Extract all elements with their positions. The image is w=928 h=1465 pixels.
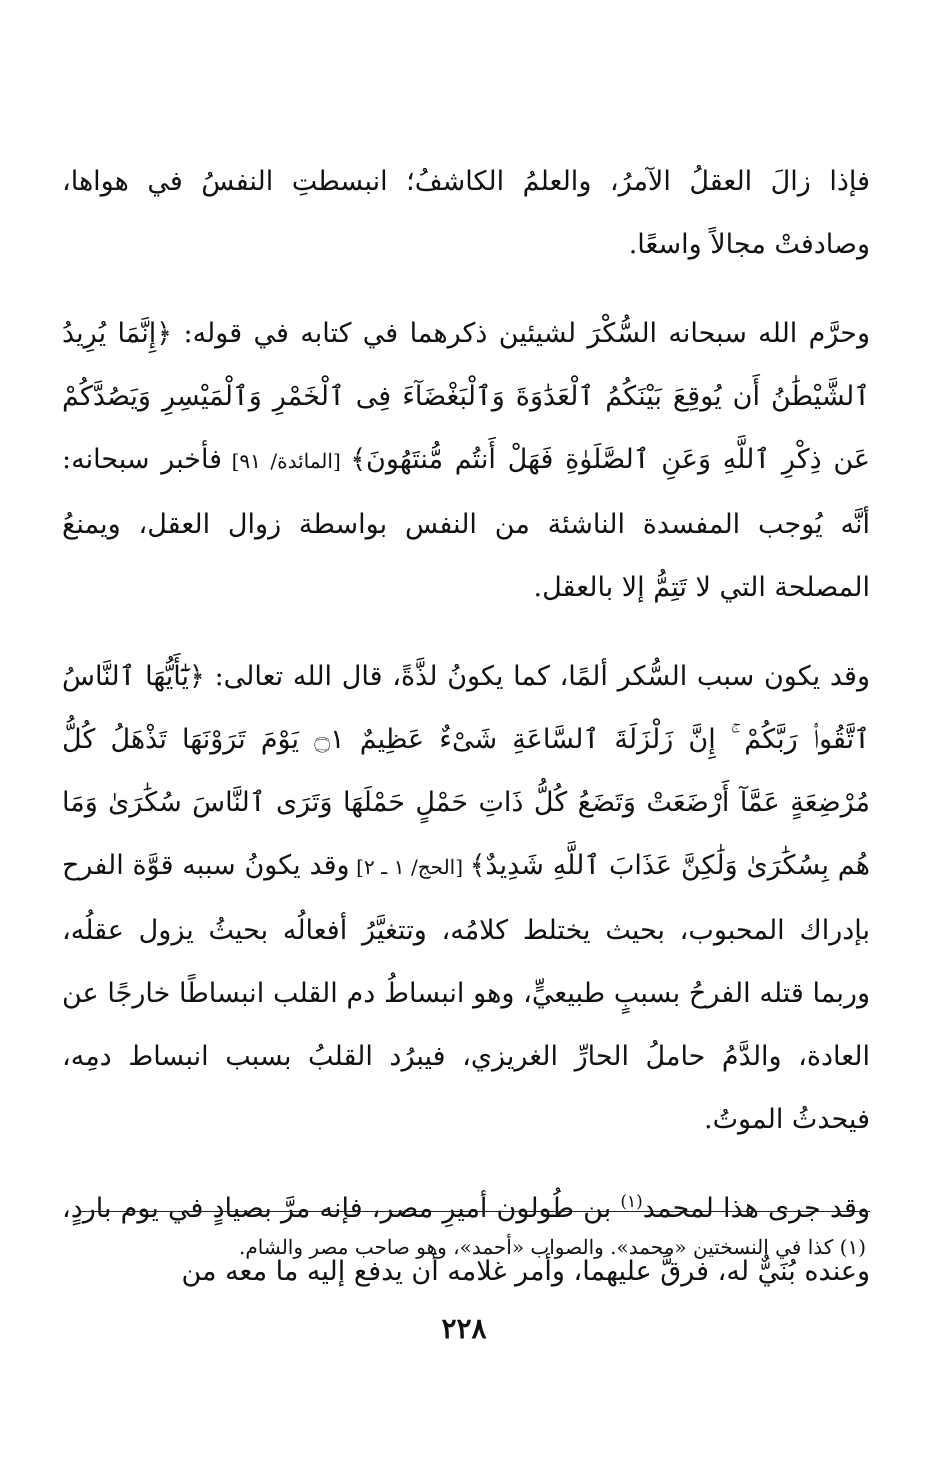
- quran-verse-hajj: ﴿يَٰٓأَيُّهَا ٱلنَّاسُ ٱتَّقُوا۟ رَبَّكُمْ ۚ إِنَّ زَلْزَلَةَ ٱلسَّاعَةِ شَىْءٌ عَظِيمٌ ۝١ يَوْمَ تَرَوْنَهَا تَذْهَلُ كُلُّ مُرْضِعَةٍ عَمَّآ أَرْضَعَتْ وَتَضَعُ كُلُّ ذَاتِ حَمْلٍ حَمْلَهَا وَتَرَى ٱلنَّاسَ سُكَٰرَىٰ وَمَا هُم بِسُكَٰرَىٰ وَلَٰكِنَّ عَذَابَ ٱللَّهِ شَدِيدٌ﴾: [62, 661, 870, 881]
- paragraph-2-intro: وحرَّم الله سبحانه السُّكْرَ لشيئين ذكرهما في كتابه في قوله:: [172, 318, 870, 349]
- paragraph-4-continuation: بن طُولون أميرِ مصر، فإنه مرَّ بصيادٍ في يوم باردٍ، وعنده بُنَيٌّ له، فرقَّ عليهما، وأمر غلامه أن يدفع إليه ما معه من: [62, 1193, 870, 1287]
- footnote-separator: [80, 1211, 870, 1212]
- paragraph-1: [62, 150, 870, 276]
- paragraph-1-text: فإذا زالَ العقلُ الآمرُ، والعلمُ الكاشفُ؛ انبسطتِ النفسُ في هواها، وصادفتْ مجالاً واسعًا.: [62, 166, 870, 260]
- page-body: [62, 150, 870, 1303]
- page-number: ٢٢٨: [441, 1312, 487, 1345]
- citation-maidah: [المائدة/ ٩١]: [222, 449, 351, 473]
- paragraph-3: [62, 645, 870, 1151]
- footnote-marker: (١): [620, 1192, 643, 1212]
- paragraph-2-continuation: فأخبر سبحانه: أنَّه يُوجب المفسدة الناشئة من النفس بواسطة زوال العقل، ويمنعُ المصلحة التي لا تَتِمُّ إلا بالعقل.: [62, 444, 870, 603]
- paragraph-2: [62, 302, 870, 619]
- quran-verse-maidah: ﴿إِنَّمَا يُرِيدُ ٱلشَّيْطَٰنُ أَن يُوقِعَ بَيْنَكُمُ ٱلْعَدَٰوَةَ وَٱلْبَغْضَآءَ فِى ٱلْخَمْرِ وَٱلْمَيْسِرِ وَيَصُدَّكُمْ عَن ذِكْرِ ٱللَّهِ وَعَنِ ٱلصَّلَوٰةِ فَهَلْ أَنتُم مُّنتَهُونَ﴾: [62, 318, 871, 475]
- paragraph-3-continuation: وقد يكونُ سببه قوَّة الفرح بإدراك المحبوب، بحيث يختلط كلامُه، وتتغيَّرُ أفعالُه بحيثُ يزول عقلُه، وربما قتله الفرحُ بسببٍ طبيعيٍّ، وهو انبساطُ دم القلب انبساطًا خارجًا عن العادة، والدَّمُ حاملُ الحارِّ الغريزي، فيبرُد القلبُ بسبب انبساط دمِه، فيحدثُ الموتُ.: [62, 850, 870, 1135]
- citation-hajj: [الحج/ ١ ـ ٢]: [349, 855, 470, 879]
- footnote: (١) كذا في النسختين «محمد». والصواب «أحمد»، وهو صاحب مصر والشام.: [239, 1235, 866, 1259]
- paragraph-3-intro: وقد يكون سبب السُّكر ألمًا، كما يكونُ لذَّةً، قال الله تعالى:: [204, 661, 870, 692]
- paragraph-4-intro: وقد جرى هذا لمحمد: [642, 1193, 871, 1224]
